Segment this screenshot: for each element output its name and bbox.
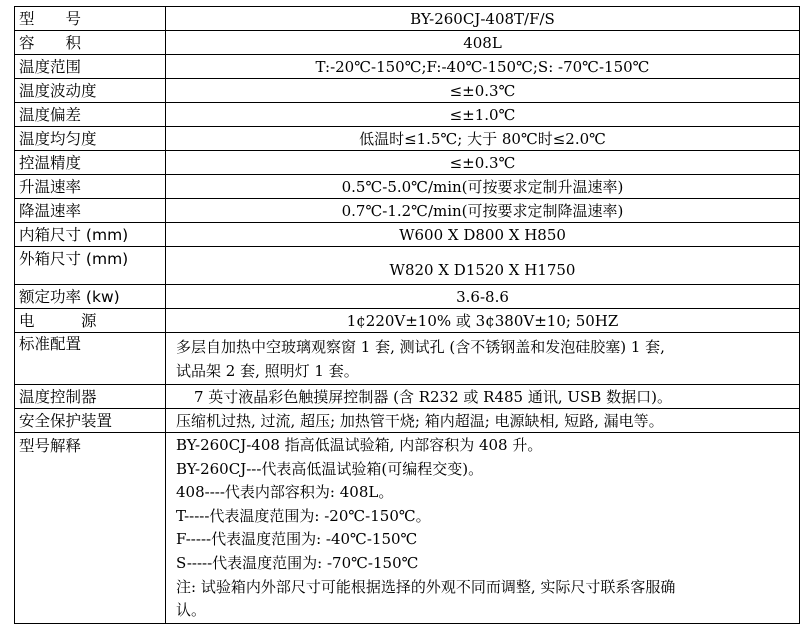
row-label: 控温精度 [15,151,166,175]
spec-row-temp-deviation [15,103,800,127]
row-value: T:-20℃-150℃;F:-40℃-150℃;S: -70℃-150℃ [166,55,800,79]
spec-row-inner-size [15,223,800,247]
row-value [166,333,800,385]
explain-line: 408----代表内部容积为: 408L。 [176,483,394,502]
spec-row-model-explanation [15,433,800,624]
row-label: 安全保护装置 [15,409,166,433]
row-label: 型 号 [15,7,166,31]
spec-row-control-accuracy [15,151,800,175]
explain-line: F-----代表温度范围为: -40℃-150℃ [176,530,418,549]
row-label: 额定功率 (kw) [15,285,166,309]
row-label: 温度偏差 [15,103,166,127]
row-label: 温度范围 [15,55,166,79]
spec-row-controller [15,385,800,409]
row-value: 408L [166,31,800,55]
row-value: ≤±0.3℃ [166,79,800,103]
spec-row-safety [15,409,800,433]
row-label: 温度控制器 [15,385,166,409]
row-value: 0.5℃-5.0℃/min(可按要求定制升温速率) [166,175,800,199]
spec-row-power-supply [15,309,800,333]
explain-line: S-----代表温度范围为: -70℃-150℃ [176,553,419,572]
explain-line: 注: 试验箱内外部尺寸可能根据选择的外观不同而调整, 实际尺寸联系客服确 [176,577,676,596]
row-value [166,433,800,624]
explain-line: BY-260CJ---代表高低温试验箱(可编程交变)。 [176,459,484,478]
row-value: 3.6-8.6 [166,285,800,309]
config-line: 试品架 2 套, 照明灯 1 套。 [176,361,359,380]
explain-line: 认。 [176,601,207,620]
row-label: 温度波动度 [15,79,166,103]
row-value: 1¢220V±10% 或 3¢380V±10; 50HZ [166,309,800,333]
spec-row-standard-config [15,333,800,385]
row-label: 升温速率 [15,175,166,199]
spec-row-volume [15,31,800,55]
row-label: 外箱尺寸 (mm) [15,247,166,285]
row-value: 压缩机过热, 过流, 超压; 加热管干烧; 箱内超温; 电源缺相, 短路, 漏电等。 [166,409,800,433]
row-label: 标准配置 [15,333,166,385]
spec-row-temp-range [15,55,800,79]
explain-line: T-----代表温度范围为: -20℃-150℃。 [176,506,431,525]
row-label: 降温速率 [15,199,166,223]
row-value: BY-260CJ-408T/F/S [166,7,800,31]
row-label: 型号解释 [15,433,166,624]
spec-row-temp-uniformity [15,127,800,151]
spec-row-heating-rate [15,175,800,199]
row-label: 电 源 [15,309,166,333]
row-label: 温度均匀度 [15,127,166,151]
explain-line: BY-260CJ-408 指高低温试验箱, 内部容积为 408 升。 [176,436,543,454]
row-value: ≤±1.0℃ [166,103,800,127]
row-label: 内箱尺寸 (mm) [15,223,166,247]
spec-row-temp-fluctuation [15,79,800,103]
spec-row-model [15,7,800,31]
spec-table [14,6,800,624]
row-label: 容 积 [15,31,166,55]
spec-row-rated-power [15,285,800,309]
config-line: 多层自加热中空玻璃观察窗 1 套, 测试孔 (含不锈钢盖和发泡硅胶塞) 1 套, [176,337,665,356]
row-value: 7 英寸液晶彩色触摸屏控制器 (含 R232 或 R485 通讯, USB 数据口)。 [166,385,800,409]
row-value: W600 X D800 X H850 [166,223,800,247]
row-value: 0.7℃-1.2℃/min(可按要求定制降温速率) [166,199,800,223]
row-value: ≤±0.3℃ [166,151,800,175]
row-value: 低温时≤1.5℃; 大于 80℃时≤2.0℃ [166,127,800,151]
spec-row-outer-size [15,247,800,285]
row-value: W820 X D1520 X H1750 [166,247,800,285]
spec-row-cooling-rate [15,199,800,223]
